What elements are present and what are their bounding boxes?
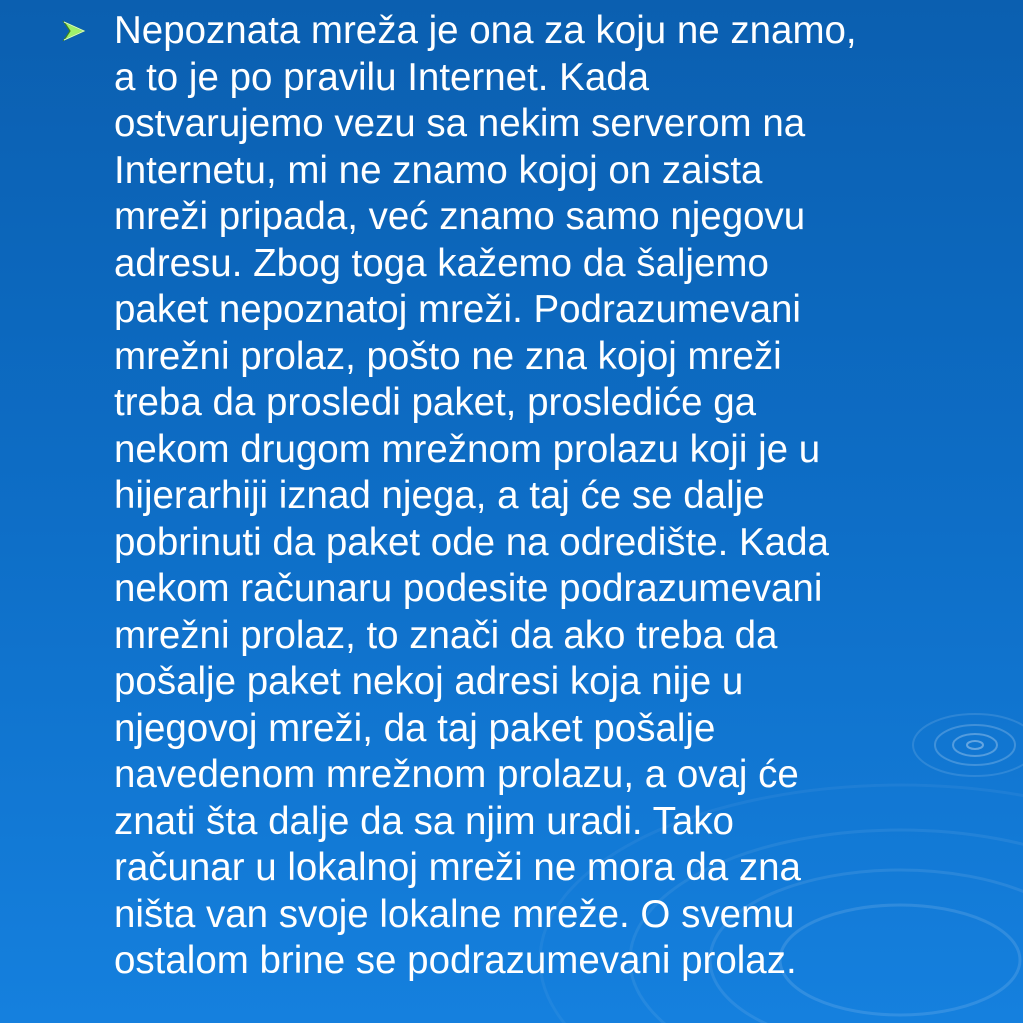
slide-body [62, 8, 962, 985]
bullet-item [62, 8, 962, 985]
arrow-bullet-icon [62, 8, 114, 47]
bullet-paragraph: Nepoznata mreža je ona za koju ne znamo, a to je po pravilu Internet. Kada ostvarujemo vezu sa nekim serverom na Internetu, mi ne znamo kojoj on zaista mreži pripada, već znamo samo njegovu adresu. Zbog toga kažemo da šaljemo paket nepoznatoj mreži. Podrazumevani mrežni prolaz, pošto ne zna kojoj mreži treba da prosledi paket, prosledi​će ga nekom drugom mrežnom prolazu koji je u hijerarhiji iznad njega, a taj će se dalje pobrinuti da paket ode na odredište. Kada nekom računaru podesite podrazumevani mrežni prolaz, to znači da ako treba da pošalje paket nekoj adresi koja nije u njegovoj mreži, da taj paket pošalje navedenom mrežnom prolazu, a ovaj će znati šta dalje da sa njim uradi. Tako računar u lokalnoj mreži ne mora da zna ništa van svoje lokalne mreže. O svemu ostalom brine se podrazumevani prolaz. [114, 9, 857, 982]
